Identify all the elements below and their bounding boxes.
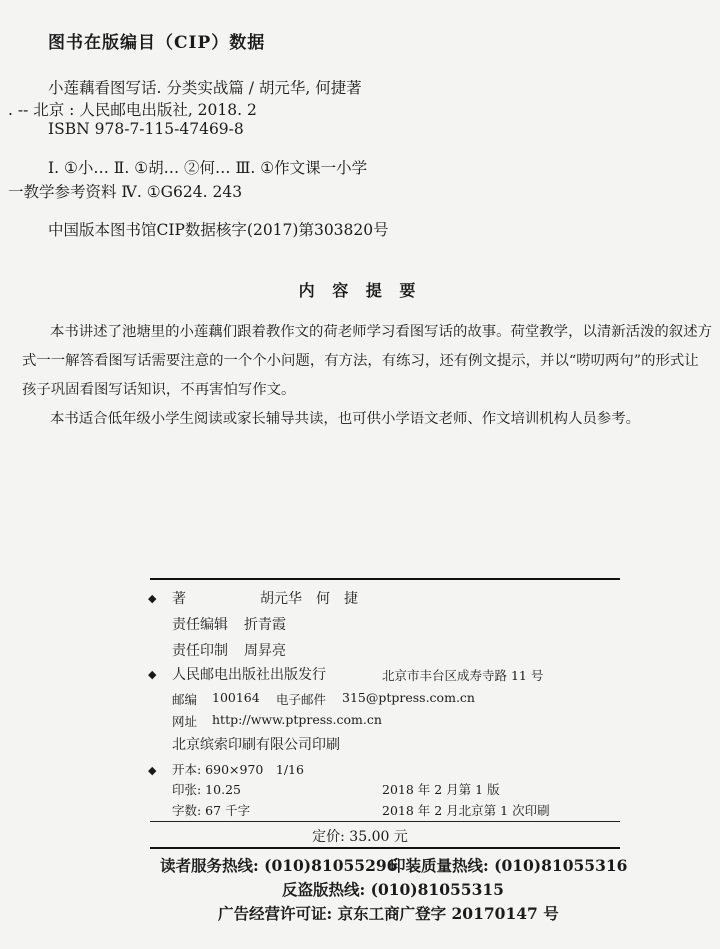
authors: 胡元华 何 捷: [260, 591, 358, 607]
print-quality-hotline: 印装质量热线: (010)81055316: [390, 856, 628, 875]
diamond-icon: ◆: [148, 764, 157, 777]
diamond-icon: ◆: [148, 592, 157, 605]
colophon-top-rule: [150, 578, 620, 580]
reader-service-hotline: 读者服务热线: (010)81055296: [160, 856, 398, 875]
colophon-price-rule: [150, 821, 620, 822]
colophon-bottom-rule: [150, 847, 620, 849]
website-label: 网址: [172, 714, 198, 729]
diamond-icon: ◆: [148, 668, 157, 681]
printing: 2018 年 2 月北京第 1 次印刷: [382, 803, 550, 818]
cip-line-publisher: . -- 北京 : 人民邮电出版社, 2018. 2: [8, 101, 257, 119]
cip-line-classification-cont: 一教学参考资料 Ⅳ. ①G624. 243: [8, 183, 243, 201]
editor-name: 折青霞: [244, 617, 286, 633]
cip-line-record-number: 中国版本图书馆CIP数据核字(2017)第303820号: [48, 221, 389, 239]
publisher-address: 北京市丰台区成寿寺路 11 号: [382, 668, 544, 683]
summary-paragraph-2: 本书适合低年级小学生阅读或家长辅导共读，也可供小学语文老师、作文培训机构人员参考。: [50, 411, 641, 427]
website: http://www.ptpress.com.cn: [212, 712, 382, 727]
print-supervisor-name: 周昇亮: [244, 643, 286, 659]
anti-piracy-hotline: 反盗版热线: (010)81055315: [282, 880, 504, 899]
publisher: 人民邮电出版社出版发行: [172, 667, 326, 683]
cip-line-title: 小莲藕看图写话. 分类实战篇 / 胡元华, 何捷著: [48, 79, 362, 97]
edition: 2018 年 2 月第 1 版: [382, 782, 500, 797]
printer: 北京缤索印刷有限公司印刷: [172, 737, 340, 753]
price: 定价: 35.00 元: [312, 829, 408, 845]
cip-line-isbn: ISBN 978-7-115-47469-8: [48, 120, 244, 138]
summary-paragraph-1: 本书讲述了池塘里的小莲藕们跟着教作文的荷老师学习看图写话的故事。荷堂教学，以清新活泼的叙述方式一一解答看图写话需要注意的一个个小问题，有方法，有练习，还有例文提示，并以“唠叨两句”的形式让孩子巩固看图写话知识，不再害怕写作文。: [22, 324, 712, 398]
postcode-label: 邮编: [172, 692, 198, 707]
word-count: 字数: 67 千字: [172, 803, 251, 818]
summary-heading: 内 容 提 要: [298, 281, 422, 300]
postcode: 100164: [212, 690, 260, 705]
email-label: 电子邮件: [276, 692, 327, 707]
cip-title: 图书在版编目（CIP）数据: [48, 33, 266, 53]
format: 开本: 690×970 1/16: [172, 762, 304, 777]
summary-body: [22, 318, 712, 434]
advertising-license: 广告经营许可证: 京东工商广登字 20170147 号: [218, 904, 559, 923]
email: 315@ptpress.com.cn: [342, 690, 475, 705]
cip-line-classification: Ⅰ. ①小… Ⅱ. ①胡… ②何… Ⅲ. ①作文课一小学: [48, 159, 368, 177]
printed-sheets: 印张: 10.25: [172, 782, 241, 797]
author-label: 著: [172, 591, 186, 607]
editor-label: 责任编辑: [172, 617, 228, 633]
print-supervisor-label: 责任印制: [172, 643, 228, 659]
